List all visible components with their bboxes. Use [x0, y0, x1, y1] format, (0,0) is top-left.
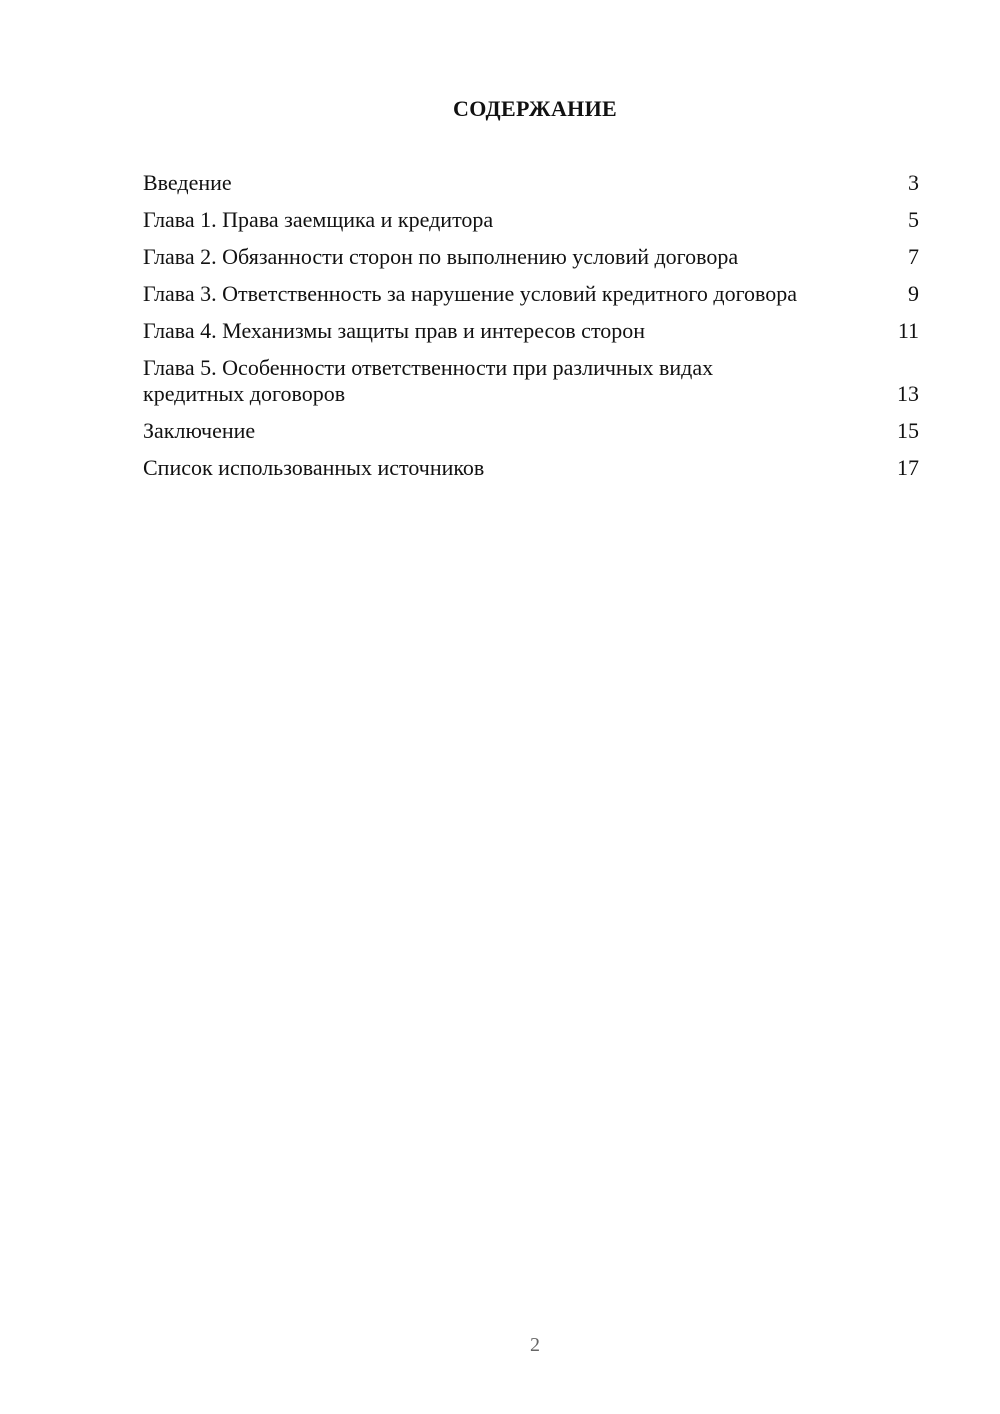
- toc-entry: [143, 281, 919, 307]
- toc-entry-page: 11: [897, 318, 919, 343]
- toc-entry-page: 3: [908, 170, 919, 195]
- toc-entry-title: Глава 5. Особенности ответственности при различных видах кредитных договоров: [143, 355, 714, 406]
- toc-entry-title: Глава 3. Ответственность за нарушение условий кредитного договора: [143, 281, 798, 306]
- toc-entry-page: 15: [897, 418, 919, 443]
- toc-entry-title: Список использованных источников: [143, 455, 485, 480]
- table-of-contents: [143, 170, 919, 492]
- toc-entry: [143, 207, 919, 233]
- page-title: СОДЕРЖАНИЕ: [453, 96, 617, 121]
- page-number: 2: [530, 1334, 540, 1356]
- toc-entry-title: Заключение: [143, 418, 256, 443]
- toc-entry-page: 17: [897, 455, 919, 480]
- toc-entry: [143, 318, 919, 344]
- toc-entry-page: 13: [897, 381, 919, 406]
- toc-entry-title: Глава 4. Механизмы защиты прав и интересов сторон: [143, 318, 646, 343]
- toc-entry-title: Глава 1. Права заемщика и кредитора: [143, 207, 494, 232]
- toc-entry-page: 9: [908, 281, 919, 306]
- toc-entry-page: 5: [908, 207, 919, 232]
- toc-entry: [143, 244, 919, 270]
- toc-entry: [143, 170, 919, 196]
- toc-entry-title: Глава 2. Обязанности сторон по выполнению условий договора: [143, 244, 739, 269]
- toc-entry-page: 7: [908, 244, 919, 269]
- toc-entry: [143, 355, 919, 407]
- toc-entry: [143, 455, 919, 481]
- toc-entry: [143, 418, 919, 444]
- toc-entry-title: Введение: [143, 170, 232, 195]
